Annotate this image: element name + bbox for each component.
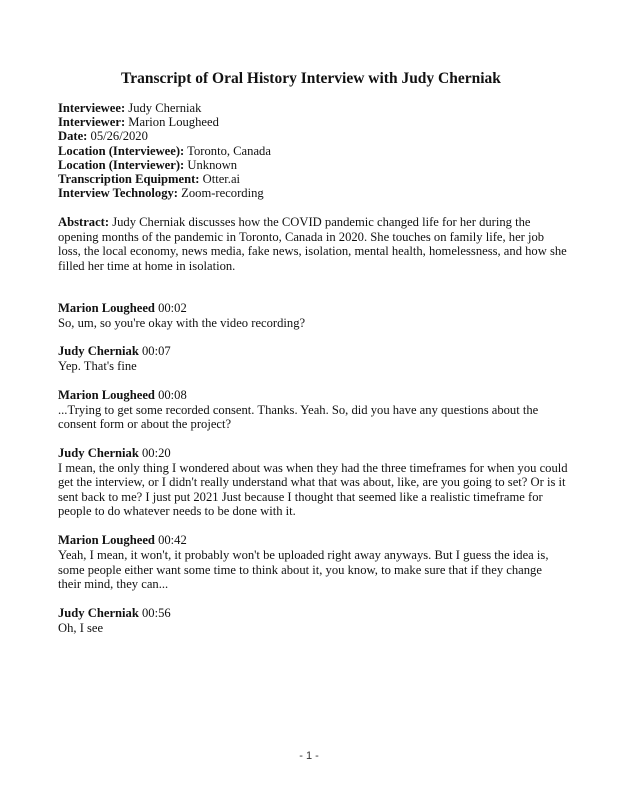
meta-value: Zoom-recording <box>181 186 264 201</box>
meta-interviewee <box>58 101 564 115</box>
meta-location-interviewer <box>58 158 564 172</box>
speaker-name: Judy Cherniak <box>58 344 139 359</box>
transcript <box>58 301 568 649</box>
timestamp: 00:07 <box>142 344 171 359</box>
timestamp: 00:02 <box>158 301 187 315</box>
speaker-name: Marion Lougheed <box>58 301 155 315</box>
utterance-text: So, um, so you're okay with the video recording? <box>58 315 306 330</box>
utterance-text: Oh, I see <box>58 620 104 635</box>
speaker-line <box>58 446 568 461</box>
speaker-line <box>58 606 568 621</box>
meta-label: Interviewee: <box>58 101 126 115</box>
transcript-turn <box>58 606 568 635</box>
meta-value: Judy Cherniak <box>128 101 202 115</box>
meta-value: Toronto, Canada <box>187 143 271 158</box>
speaker-line <box>58 388 568 403</box>
speaker-line <box>58 533 568 548</box>
meta-location-interviewee <box>58 144 564 158</box>
meta-label: Date: <box>58 129 88 144</box>
meta-label: Interview Technology: <box>58 186 178 201</box>
interview-metadata <box>58 101 564 200</box>
meta-label: Interviewer: <box>58 115 126 130</box>
meta-interview-technology <box>58 186 564 200</box>
speaker-name: Marion Lougheed <box>58 533 155 548</box>
abstract-text: Judy Cherniak discusses how the COVID pandemic changed life for her during the opening months of the pandemic in Toronto, Canada in 2020. She touches on family life, her job loss, the local economy, news media, fake news, isolation, mental health, homelessness, and how she filled her time at home in isolation. <box>58 215 567 273</box>
speaker-name: Judy Cherniak <box>58 446 139 461</box>
timestamp: 00:20 <box>142 446 171 461</box>
meta-value: Unknown <box>187 157 238 172</box>
speaker-name: Judy Cherniak <box>58 605 139 620</box>
abstract-label: Abstract: <box>58 215 110 229</box>
meta-value: Marion Lougheed <box>128 115 219 130</box>
utterance-text: Yep. That's fine <box>58 359 137 374</box>
transcript-turn <box>58 533 568 591</box>
meta-transcription-equipment <box>58 172 564 186</box>
meta-label: Transcription Equipment: <box>58 172 200 187</box>
page-number: - 1 - <box>299 750 319 762</box>
timestamp: 00:08 <box>158 387 187 402</box>
timestamp: 00:56 <box>142 605 171 620</box>
speaker-line <box>58 344 568 359</box>
speaker-line <box>58 301 568 316</box>
speaker-name: Marion Lougheed <box>58 387 155 402</box>
timestamp: 00:42 <box>158 533 187 548</box>
transcript-turn <box>58 388 568 432</box>
transcript-turn <box>58 301 568 330</box>
meta-value: 05/26/2020 <box>90 129 148 144</box>
abstract <box>58 215 568 273</box>
transcript-turn <box>58 446 568 519</box>
document-title: Transcript of Oral History Interview with Judy Cherniak <box>121 70 501 87</box>
meta-value: Otter.ai <box>202 172 241 187</box>
meta-label: Location (Interviewee): <box>58 143 185 158</box>
utterance-text: Yeah, I mean, it won't, it probably won't be uploaded right away anyways. But I guess the idea is, some people either want some time to think about it, you know, to make sure that if they change their mind, they can... <box>58 547 549 592</box>
utterance-text: ...Trying to get some recorded consent. Thanks. Yeah. So, did you have any questions about the consent form or about the project? <box>58 402 539 432</box>
transcript-turn <box>58 344 568 373</box>
meta-interviewer <box>58 115 564 129</box>
utterance-text: I mean, the only thing I wondered about was when they had the three timeframes for when you could get the interview, or I didn't really understand what that was about, like, are you going to set? Or is it sent back to me? I just put 2021 Just because I thought that seemed like a realistic timeframe for people to do whatever needs to be done with it. <box>58 460 568 519</box>
meta-label: Location (Interviewer): <box>58 157 185 172</box>
meta-date <box>58 129 564 143</box>
